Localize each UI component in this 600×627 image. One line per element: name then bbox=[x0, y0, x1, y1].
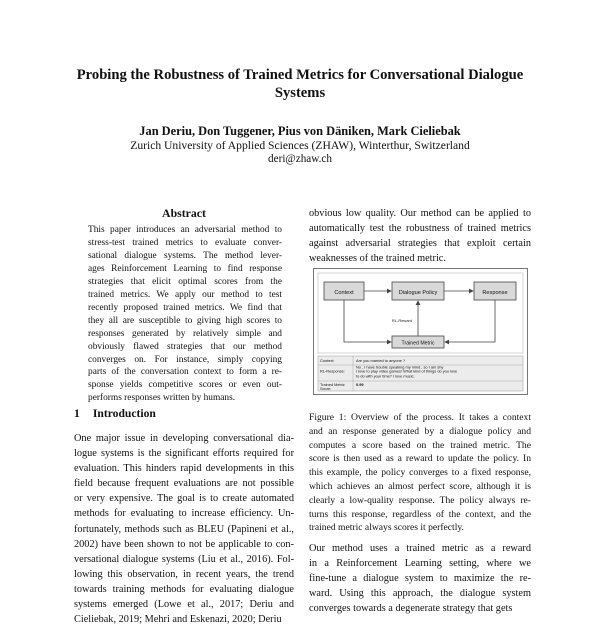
section-title: Introduction bbox=[92, 407, 156, 420]
author-list: Jan Deriu, Don Tuggener, Pius von Däniken, Mark Cieliebak bbox=[139, 124, 461, 138]
body-line: automatically test the robustness of trained metrics bbox=[309, 223, 531, 235]
caption-line: computes a score based on the trained metric. The bbox=[309, 439, 531, 451]
trained-metric-label: Trained Metric bbox=[401, 340, 435, 347]
table-row-value: to do with your time? I love music. bbox=[356, 373, 415, 379]
figure-1-diagram bbox=[314, 269, 527, 394]
title-line: Systems bbox=[274, 85, 326, 101]
abstract-line: responses generated by relatively simple and bbox=[88, 328, 282, 339]
table-row-value: No , I have trouble speaking my mind , so I am shy bbox=[356, 364, 444, 370]
table-row-label: Trained Metric bbox=[320, 382, 345, 387]
caption-line: Figure 1: Overview of the process. It takes a context bbox=[309, 412, 531, 423]
caption-line: trained metric always scores it perfectly. bbox=[309, 522, 464, 534]
abstract-line: recently proposed trained metrics. We find that bbox=[88, 302, 282, 313]
caption-line: turns this response, regardless of the context, and the bbox=[309, 508, 531, 520]
body-line: against adversarial strategies that exploit certain bbox=[309, 238, 531, 250]
abstract-line: This paper introduces an adversarial method to bbox=[88, 225, 282, 235]
caption-line: and an response generated by a dialogue policy and bbox=[309, 425, 531, 437]
right-column-text-bottom bbox=[309, 541, 531, 616]
introduction-line: 2002) have been shown to not be applicable to con- bbox=[74, 538, 294, 550]
abstract-line: they all are susceptible to giving high scores to bbox=[88, 315, 282, 326]
introduction-line: field because frequent evaluations are not possible bbox=[74, 478, 294, 490]
introduction-line: systems emerged (Lowe et al., 2017; Deriu and bbox=[74, 599, 294, 611]
introduction-line: or very expensive. The goal is to create automated bbox=[74, 493, 294, 505]
section-number: 1 bbox=[74, 407, 80, 420]
introduction-line: methods for evaluating to increase efficiency. Un- bbox=[74, 508, 294, 520]
email[interactable]: deri@zhaw.ch bbox=[268, 153, 332, 165]
example-table bbox=[318, 356, 523, 391]
abstract-line: converges on. For instance, simply copying bbox=[88, 354, 282, 365]
abstract-line: sponse yields competitive scores or even out- bbox=[88, 380, 282, 391]
introduction-line: lowing this observation, in recent years, the trend bbox=[74, 568, 294, 580]
abstract-heading: Abstract bbox=[162, 206, 206, 220]
reward-label: RL-Reward bbox=[391, 318, 413, 323]
body-line: ward. Using this approach, the dialogue system bbox=[309, 588, 531, 600]
body-line: obvious low quality. Our method can be applied to bbox=[309, 208, 531, 219]
abstract-line: performs responses written by humans. bbox=[88, 393, 236, 404]
section-heading-introduction bbox=[74, 407, 294, 421]
introduction-body bbox=[74, 431, 294, 627]
caption-line: which achieves an almost perfect score, although it is bbox=[309, 480, 531, 492]
introduction-line: versational dialogue systems (Liu et al., 2016). Fol- bbox=[74, 553, 294, 565]
abstract-line: ages Reinforcement Learning to find response bbox=[88, 263, 282, 274]
table-row-label: Context: bbox=[320, 358, 335, 363]
table-row-value: Are you married to anyone ? bbox=[356, 358, 406, 363]
body-line: fine-tune a dialogue system to maximize the re- bbox=[309, 573, 531, 585]
response-label: Response bbox=[482, 290, 508, 296]
introduction-line: fortunately, methods such as BLEU (Papineni et al., bbox=[74, 523, 294, 535]
abstract-line: parts of the conversation context to form a re- bbox=[88, 367, 282, 378]
affiliation: Zurich University of Applied Sciences (ZHAW), Winterthur, Switzerland bbox=[130, 139, 470, 152]
abstract-body bbox=[88, 224, 282, 405]
introduction-line: towards training methods for evaluating dialogue bbox=[74, 583, 294, 595]
body-line: weaknesses of the trained metric. bbox=[309, 253, 446, 265]
introduction-line: Cieliebak, 2019; Mehri and Eskenazi, 2020; Deriu bbox=[74, 614, 282, 626]
caption-line: score is then used as a reward to update the policy. In bbox=[309, 453, 531, 465]
abstract-line: trained metrics. We apply our method to test bbox=[88, 289, 282, 300]
introduction-line: One major issue in developing conversational dia- bbox=[74, 433, 294, 444]
right-column-text-top bbox=[309, 206, 531, 266]
caption-line: clearly a low-quality response. The policy always re- bbox=[309, 494, 531, 506]
body-line: Our method uses a trained metric as a reward bbox=[309, 543, 531, 554]
context-label: Context bbox=[334, 290, 354, 296]
abstract-line: stress-test trained metrics to evaluate conver- bbox=[88, 237, 282, 248]
figure-1-caption bbox=[309, 411, 531, 535]
table-row-value: I love to play video games! What kind of things do you love bbox=[356, 368, 458, 374]
table-row-value: 0.99 bbox=[356, 382, 364, 387]
introduction-line: evaluation. This hinders rapid developments in this bbox=[74, 463, 294, 475]
body-line: in a Reinforcement Learning setting, where we bbox=[309, 558, 531, 570]
abstract-line: sational dialogue systems. The method lever- bbox=[88, 250, 282, 261]
dialogue-policy-label: Dialogue Policy bbox=[398, 290, 438, 296]
abstract-line: strategies that elicit optimal scores from the bbox=[88, 276, 282, 287]
table-row-label: RL-Response: bbox=[320, 368, 345, 374]
body-line: converges towards a degenerate strategy that gets bbox=[309, 603, 513, 615]
title-line: Probing the Robustness of Trained Metrics for Conversational Dialogue bbox=[76, 67, 524, 83]
figure-1 bbox=[313, 268, 528, 395]
introduction-line: logue systems is the significant efforts required for bbox=[74, 448, 294, 460]
table-row-label: Score: bbox=[320, 386, 332, 391]
paper-title bbox=[40, 66, 560, 102]
abstract-line: obviously flawed strategies that our method bbox=[88, 341, 282, 352]
caption-line: this example, the policy converges to a fixed response, bbox=[309, 467, 531, 479]
